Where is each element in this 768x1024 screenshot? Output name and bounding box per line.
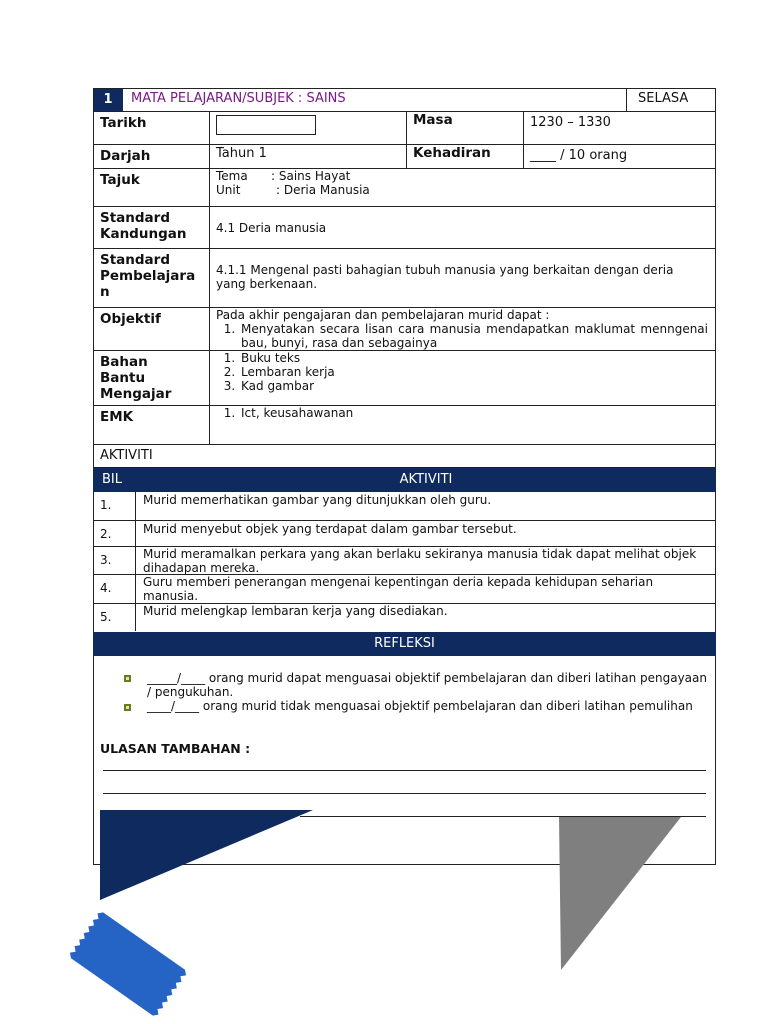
subject-title: MATA PELAJARAN/SUBJEK : SAINS	[131, 91, 346, 106]
refleksi-line-1: _____/____ orang murid dapat menguasai objektif pembelajaran dan diberi latihan pengayaan / pengukuhan.	[147, 671, 707, 699]
kehadiran-value: ____ / 10 orang	[530, 148, 628, 163]
aktiviti-column-header: AKTIVITI	[399, 472, 453, 487]
emk-item: 1. Ict, keusahawanan	[239, 406, 353, 420]
grey-triangle-decoration	[559, 817, 681, 970]
aktiviti-text: Guru memberi penerangan mengenai kepentingan deria kepada kehidupan seharian manusia.	[143, 575, 654, 603]
day-label: SELASA	[638, 91, 689, 106]
masa-value: 1230 – 1330	[530, 115, 611, 130]
bahan-bantu-mengajar-label: Bahan Bantu Mengajar	[100, 354, 172, 402]
aktiviti-text: Murid menyebut objek yang terdapat dalam gambar tersebut.	[143, 522, 517, 536]
kehadiran-label: Kehadiran	[413, 145, 491, 161]
objektif-label: Objektif	[100, 311, 161, 327]
bbm-item: 3. Kad gambar	[239, 379, 335, 393]
aktiviti-text: Murid memerhatikan gambar yang ditunjukkan oleh guru.	[143, 493, 492, 507]
aktiviti-number: 3.	[100, 553, 112, 567]
aktiviti-section-label: AKTIVITI	[100, 448, 153, 463]
ulasan-tambahan-label: ULASAN TAMBAHAN :	[100, 741, 251, 756]
darjah-value: Tahun 1	[216, 146, 267, 161]
masa-label: Masa	[413, 112, 453, 128]
tajuk-label: Tajuk	[100, 172, 140, 188]
aktiviti-text: Murid meramalkan perkara yang akan berlaku sekiranya manusia tidak dapat melihat objek dihadapan mereka.	[143, 547, 697, 575]
refleksi-line-2: ____/____ orang murid tidak menguasai objektif pembelajaran dan diberi latihan pemulihan	[147, 699, 693, 713]
emk-label: EMK	[100, 409, 134, 425]
darjah-label: Darjah	[100, 148, 151, 164]
bbm-item: 2. Lembaran kerja	[239, 365, 335, 379]
bil-column-header: BIL	[102, 472, 122, 487]
tema-key: Tema	[216, 169, 248, 183]
aktiviti-number: 4.	[100, 581, 112, 595]
tarikh-label: Tarikh	[100, 115, 147, 131]
tema-value: : Sains Hayat	[271, 169, 351, 183]
aktiviti-text: Murid melengkap lembaran kerja yang disediakan.	[143, 604, 448, 618]
aktiviti-number: 5.	[100, 610, 112, 624]
refleksi-title: REFLEKSI	[374, 636, 435, 651]
standard-kandungan-label: Standard Kandungan	[100, 210, 187, 242]
objektif-intro: Pada akhir pengajaran dan pembelajaran murid dapat :	[216, 308, 550, 322]
aktiviti-number: 2.	[100, 527, 112, 541]
unit-value: : Deria Manusia	[276, 183, 370, 197]
bbm-item: 1. Buku teks	[239, 351, 335, 365]
standard-pembelajaran-label: Standard Pembelajara n	[100, 252, 196, 300]
standard-pembelajaran-value: 4.1.1 Mengenal pasti bahagian tubuh manusia yang berkaitan dengan deria yang berkenaan.	[216, 263, 674, 291]
unit-key: Unit	[216, 183, 241, 197]
standard-kandungan-value: 4.1 Deria manusia	[216, 221, 327, 235]
aktiviti-number: 1.	[100, 498, 112, 512]
blue-tape-decoration	[68, 910, 189, 1018]
objektif-item: 1. Menyatakan secara lisan cara manusia mendapatkan maklumat menngenai bau, bunyi, rasa dan sebagainya	[239, 322, 708, 350]
lesson-number: 1	[103, 92, 113, 107]
